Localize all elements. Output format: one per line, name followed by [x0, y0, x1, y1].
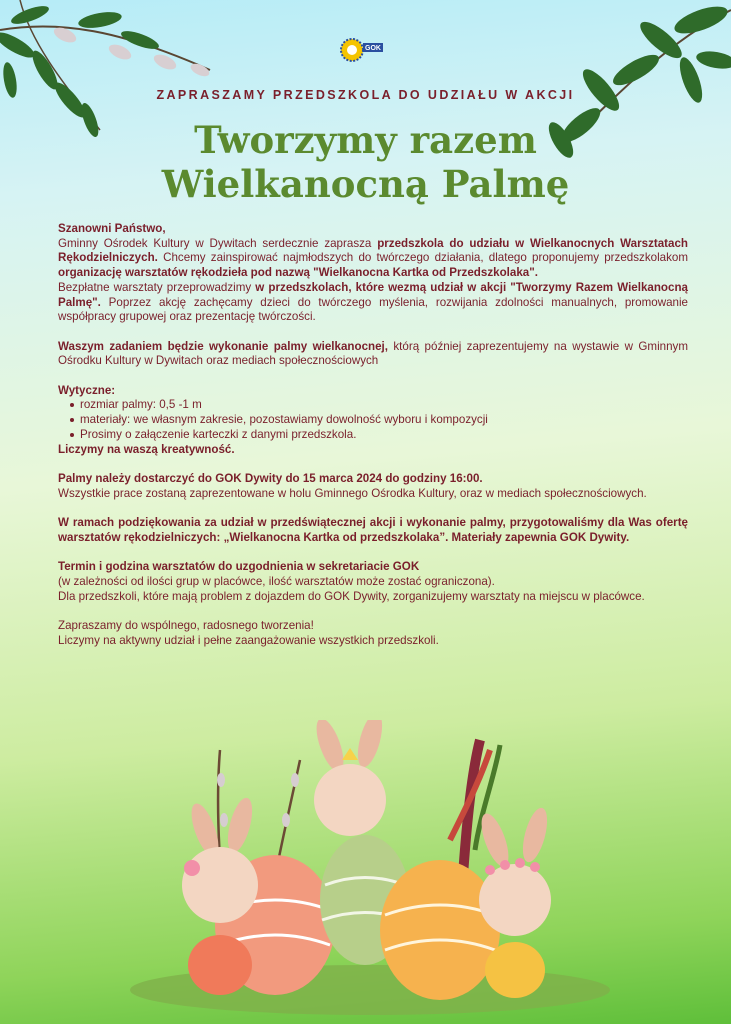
guidelines-title: Wytyczne: [58, 383, 116, 397]
list-item: materiały: we własnym zakresie, pozostawiamy dowolność wyboru i kompozycji [70, 413, 688, 428]
schedule-note-1: (w zależności od ilości grup w placówce, ilość warsztatów może zostać ograniczona). [58, 574, 495, 588]
page-title [0, 118, 731, 206]
schedule-title: Termin i godzina warsztatów do uzgodnienia w sekretariacie GOK [58, 560, 420, 574]
bunny-left [182, 795, 258, 995]
bunny-right [476, 805, 552, 998]
letter-body [58, 222, 688, 648]
bunny-middle [311, 720, 387, 836]
title-line-1: Tworzymy razem [194, 118, 537, 162]
title-line-2: Wielkanocną Palmę [161, 162, 570, 206]
closing-line-2: Liczymy na aktywny udział i pełne zaangażowanie wszystkich przedszkoli. [58, 633, 439, 647]
list-item: Prosimy o załączenie karteczki z danymi przedszkola. [70, 428, 688, 443]
guidelines-list [58, 398, 688, 442]
list-item: rozmiar palmy: 0,5 -1 m [70, 398, 688, 413]
closing-line-1: Zapraszamy do wspólnego, radosnego tworzenia! [58, 618, 314, 632]
deadline-note: Wszystkie prace zostaną zaprezentowane w holu Gminnego Ośrodka Kultury, oraz w mediach społecznościowych. [58, 486, 647, 500]
schedule-note-2: Dla przedszkoli, które mają problem z dojazdem do GOK Dywity, zorganizujemy warsztaty na miejscu w placówce. [58, 589, 645, 603]
greeting: Szanowni Państwo, [58, 222, 166, 235]
workshop-paragraph: Bezpłatne warsztaty przeprowadzimy w przedszkolach, które wezmą udział w akcji "Tworzymy Razem Wielkanocną Palmę". Poprzez akcję zachęcamy dzieci do twórczego myślenia, rozwijania zdolności manualnych, promowanie współpracy grupowej oraz prezentację twórczości. [58, 280, 688, 324]
gok-logo [335, 35, 385, 65]
task-paragraph: Waszym zadaniem będzie wykonanie palmy wielkanocnej, którą później zaprezentujemy na wystawie w Gminnym Ośrodku Kultury w Dywitach oraz mediach społecznościowych [58, 339, 688, 368]
intro-paragraph: Gminny Ośrodek Kultury w Dywitach serdecznie zaprasza przedszkola do udziału w Wielkanocnych Warsztatach Rękodzielniczych. Chcemy zainspirować najmłodszych do twórczego działania, dlatego proponujemy przedszkolakom organizację warsztatów rękodzieła pod nazwą "Wielkanocna Kartka od Przedszkolaka". [58, 236, 689, 280]
thanks-paragraph: W ramach podziękowania za udział w przedświątecznej akcji i wykonanie palmy, przygotowaliśmy dla Was ofertę warsztatów rękodzielniczych: „Wielkanocna Kartka od przedszkolaka”. Materiały zapewnia GOK Dywity. [58, 516, 688, 544]
deadline: Palmy należy dostarczyć do GOK Dywity do 15 marca 2024 do godziny 16:00. [58, 471, 483, 485]
invitation-kicker: ZAPRASZAMY PRZEDSZKOLA DO UDZIAŁU W AKCJI [156, 88, 575, 102]
easter-bunnies-eggs-illustration [120, 720, 620, 1020]
svg-text:GOK: GOK [365, 45, 381, 52]
creativity-note: Liczymy na waszą kreatywność. [58, 442, 235, 456]
